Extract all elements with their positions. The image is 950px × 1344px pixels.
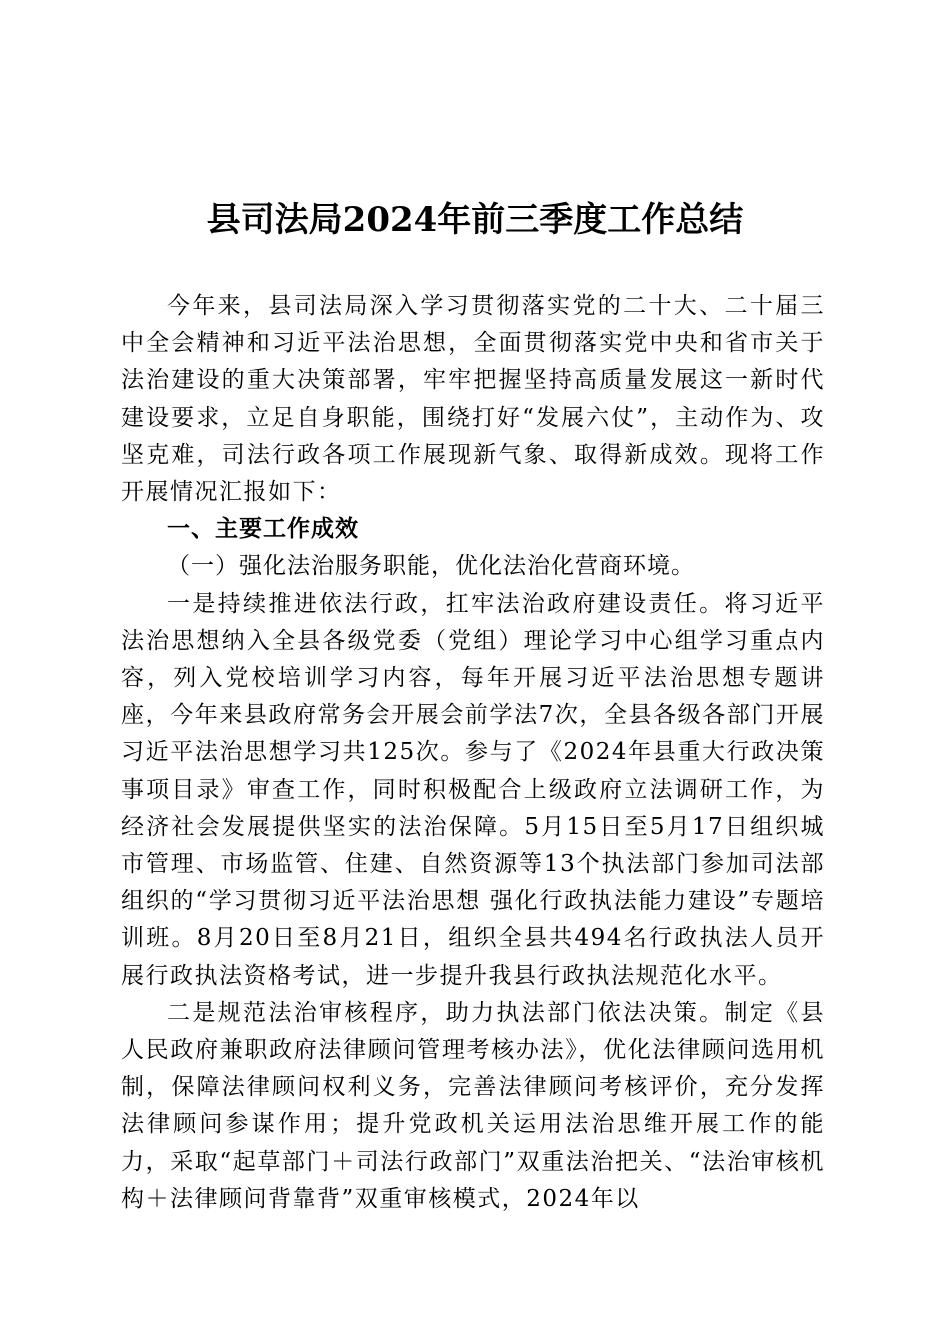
section-heading: 一、主要工作成效 [167,516,359,543]
subsection-heading: （一）强化法治服务职能，优化法治化营商环境。 [167,553,695,580]
intro-paragraph: 今年来，县司法局深入学习贯彻落实党的二十大、二十届三中全会精神和习近平法治思想，全面贯彻落实党中央和省市关于法治建设的重大决策部署，牢牢把握坚持高质量发展这一新时代建设要求，立足自身职能，围绕打好“发展六仗”，主动作为、攻坚克难，司法行政各项工作展现新气象、取得新成效。现将工作开展情况汇报如下： [121,293,825,506]
body-paragraph: 一是持续推进依法行政，扛牢法治政府建设责任。将习近平法治思想纳入全县各级党委（党组）理论学习中心组学习重点内容，列入党校培训学习内容，每年开展习近平法治思想专题讲座，今年来县政府常务会开展会前学法7次，全县各级各部门开展习近平法治思想学习共125次。参与了《2024年县重大行政决策事项目录》审查工作，同时积极配合上级政府立法调研工作，为经济社会发展提供坚实的法治保障。5月15日至5月17日组织城市管理、市场监管、住建、自然资源等13个执法部门参加司法部组织的“学习贯彻习近平法治思想 强化行政执法能力建设”专题培训班。8月20日至8月21日，组织全县共494名行政执法人员开展行政执法资格考试，进一步提升我县行政执法规范化水平。 [121,590,825,989]
document-title: 县司法局2024年前三季度工作总结 [206,200,744,240]
document-body [121,288,825,1218]
body-paragraph: 二是规范法治审核程序，助力执法部门依法决策。制定《县人民政府兼职政府法律顾问管理考核办法》，优化法律顾问选用机制，保障法律顾问权利义务，完善法律顾问考核评价，充分发挥法律顾问参谋作用；提升党政机关运用法治思维开展工作的能力，采取“起草部门＋司法行政部门”双重法治把关、“法治审核机构＋法律顾问背靠背”双重审核模式，2024年以 [121,999,825,1212]
